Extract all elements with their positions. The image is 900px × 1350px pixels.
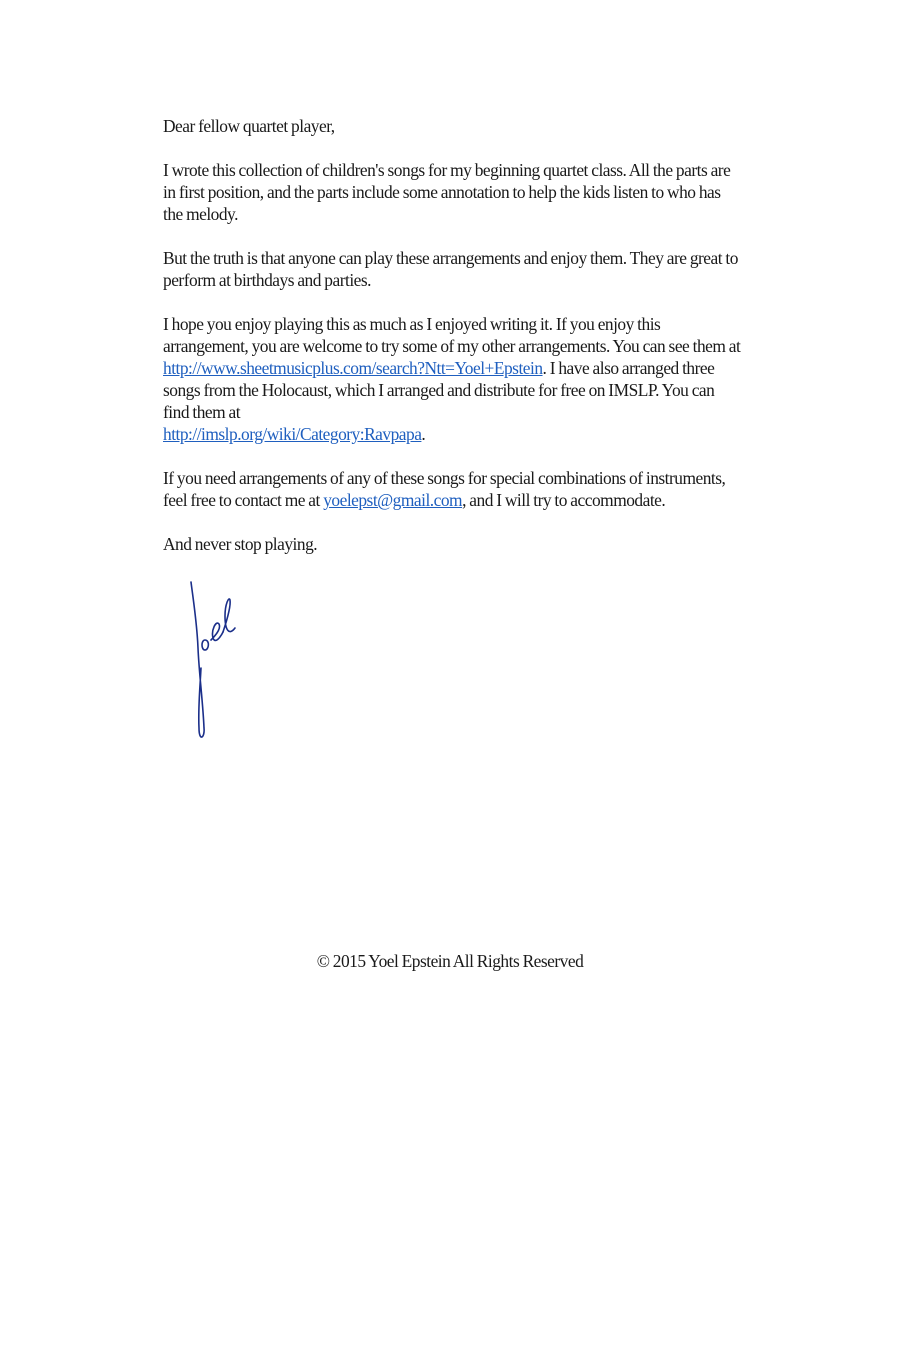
closing-line: And never stop playing.: [163, 534, 318, 554]
letter-body: [163, 115, 743, 577]
paragraph-performance: But the truth is that anyone can play these arrangements and enjoy them. They are great to perform at birthdays and parties.: [163, 248, 738, 290]
paragraph-text: I hope you enjoy playing this as much as I enjoyed writing it. If you enjoy this arrangement, you are welcome to try some of my other arrangements. You can see them at: [163, 314, 741, 356]
paragraph-other-arrangements: [163, 313, 743, 445]
sheetmusicplus-link[interactable]: http://www.sheetmusicplus.com/search?Ntt=Yoel+Epstein: [163, 358, 543, 378]
paragraph-text: If you need arrangements of any of these songs for special combinations of instruments, feel free to contact me at: [163, 468, 726, 510]
paragraph-intro: I wrote this collection of children's songs for my beginning quartet class. All the parts are in first position, and the parts include some annotation to help the kids listen to who has the melody.: [163, 160, 731, 224]
copyright-footer: © 2015 Yoel Epstein All Rights Reserved: [316, 951, 584, 971]
paragraph-contact: [163, 467, 743, 511]
paragraph-text: .: [421, 424, 426, 444]
paragraph-text: , and I will try to accommodate.: [462, 490, 666, 510]
paragraph-text: . I have also arranged three songs from the Holocaust, which I arranged and distribute for free on IMSLP. You can find them at: [163, 358, 715, 422]
imslp-link[interactable]: http://imslp.org/wiki/Category:Ravpapa: [163, 424, 422, 444]
email-link[interactable]: yoelepst@gmail.com: [323, 490, 463, 510]
handwritten-signature: [183, 578, 243, 744]
salutation: Dear fellow quartet player,: [163, 116, 335, 136]
